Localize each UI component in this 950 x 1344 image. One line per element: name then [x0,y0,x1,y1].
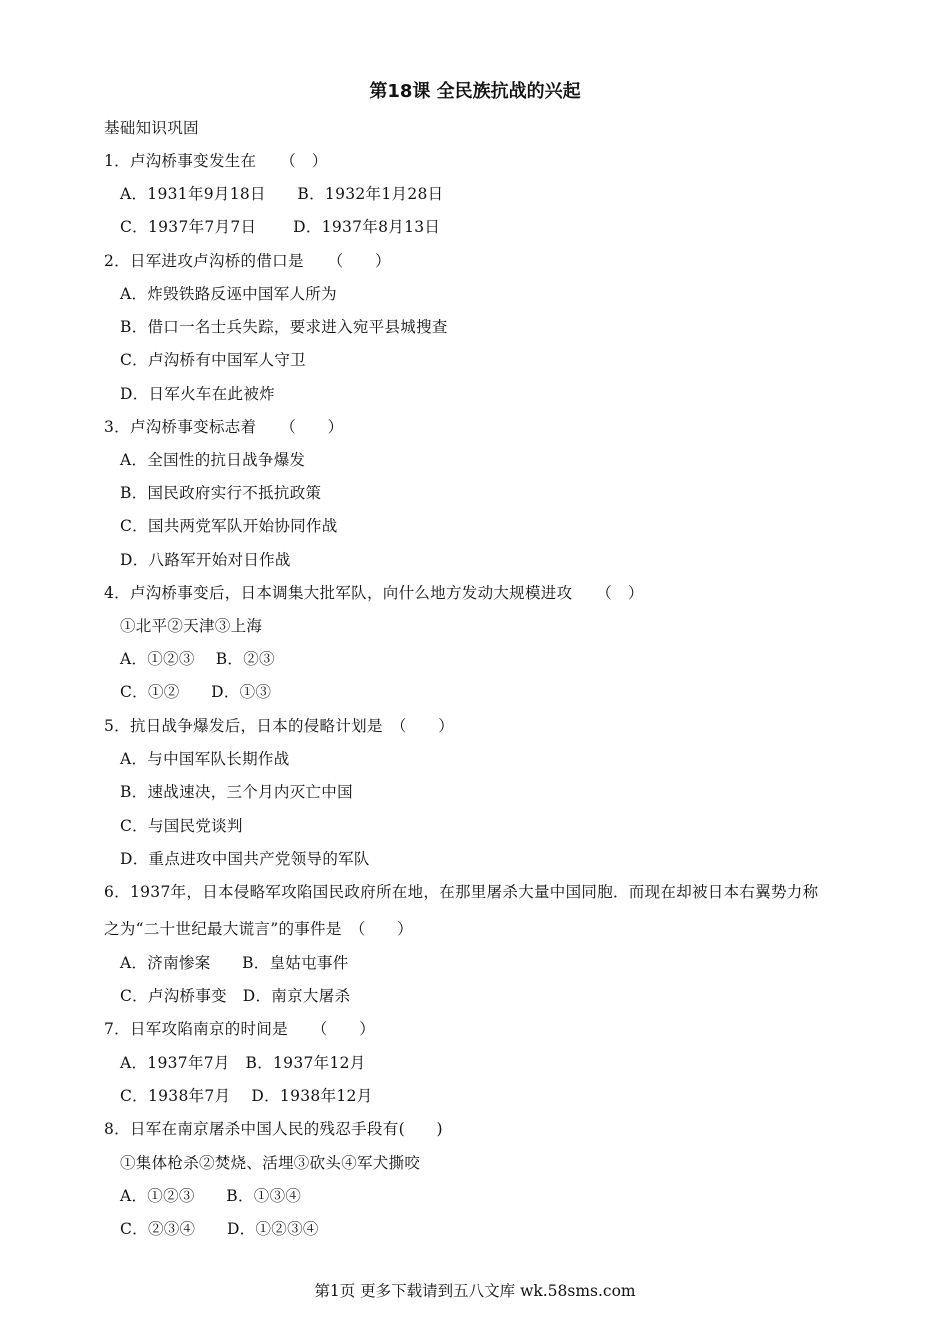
question-2-option-d: D．日军火车在此被炸 [120,385,275,403]
page-footer: 第1页 更多下载请到五八文库 wk.58sms.com [314,1282,636,1300]
question-5-option-c: C．与国民党谈判 [120,817,243,835]
question-4-options-ab: A．①②③ B．②③ [120,650,275,668]
question-2-option-a: A．炸毁铁路反诬中国军人所为 [120,285,337,303]
question-3-option-d: D．八路军开始对日作战 [120,551,291,569]
question-8-items: ①集体枪杀②焚烧、活埋③砍头④军犬撕咬 [120,1154,421,1172]
question-3-option-c: C．国共两党军队开始协同作战 [120,517,338,535]
question-5-option-b: B．速战速决，三个月内灭亡中国 [120,783,353,801]
section-heading: 基础知识巩固 [104,119,199,137]
page-title: 第18课 全民族抗战的兴起 [369,81,581,102]
question-8-options-cd: C．②③④ D．①②③④ [120,1220,319,1238]
question-2-stem: 2．日军进攻卢沟桥的借口是 （ ） [104,252,391,270]
question-5-option-d: D．重点进攻中国共产党领导的军队 [120,850,370,868]
question-3-option-a: A．全国性的抗日战争爆发 [120,451,306,469]
question-5-option-a: A．与中国军队长期作战 [120,750,290,768]
question-3-stem: 3．卢沟桥事变标志着 （ ） [104,418,344,436]
question-3-option-b: B．国民政府实行不抵抗政策 [120,484,322,502]
question-6-stem-line-1: 6．1937年，日本侵略军攻陷国民政府所在地，在那里屠杀大量中国同胞．而现在却被日本右翼势力称 [104,883,819,901]
question-2-option-b: B．借口一名士兵失踪，要求进入宛平县城搜查 [120,318,448,336]
question-5-stem: 5．抗日战争爆发后，日本的侵略计划是 （ ） [104,717,455,735]
question-6-stem-line-2: 之为“二十世纪最大谎言”的事件是 （ ） [104,920,413,938]
question-4-items: ①北平②天津③上海 [120,617,263,635]
question-1-options-cd: C．1937年7月7日 D．1937年8月13日 [120,218,441,236]
question-8-stem: 8．日军在南京屠杀中国人民的残忍手段有( ) [104,1120,443,1138]
question-8-options-ab: A．①②③ B．①③④ [120,1187,302,1205]
question-2-option-c: C．卢沟桥有中国军人守卫 [120,351,306,369]
question-7-options-ab: A．1937年7月 B．1937年12月 [120,1054,366,1072]
question-6-options-ab: A．济南惨案 B．皇姑屯事件 [120,954,349,972]
question-4-options-cd: C．①② D．①③ [120,683,272,701]
question-1-stem: 1．卢沟桥事变发生在 （ ） [104,152,328,170]
question-7-stem: 7．日军攻陷南京的时间是 （ ） [104,1020,376,1038]
question-1-options-ab: A．1931年9月18日 B．1932年1月28日 [120,185,444,203]
question-7-options-cd: C．1938年7月 D．1938年12月 [120,1087,373,1105]
question-4-stem: 4．卢沟桥事变后，日本调集大批军队，向什么地方发动大规模进攻 （ ） [104,584,644,602]
question-6-options-cd: C．卢沟桥事变 D．南京大屠杀 [120,987,351,1005]
